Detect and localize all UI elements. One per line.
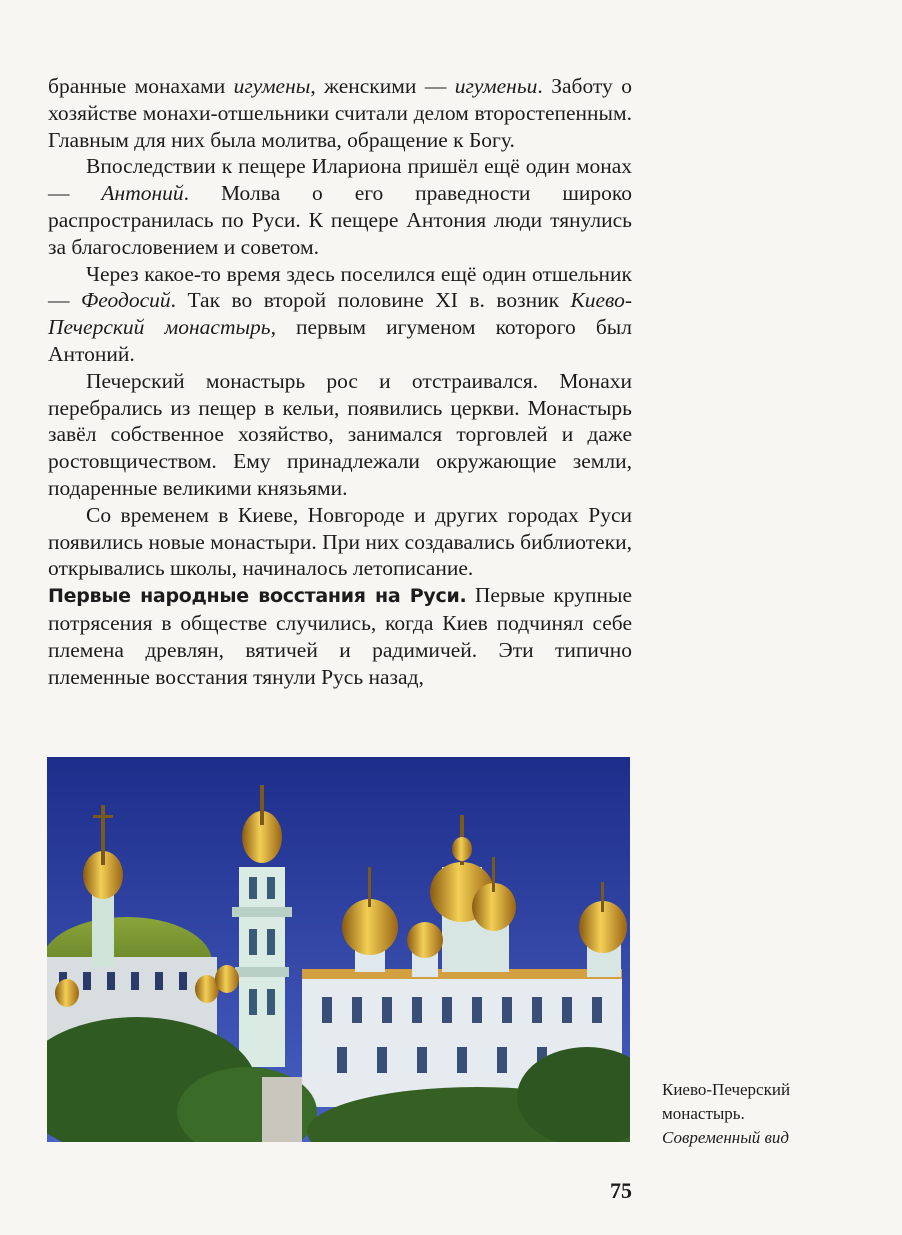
text-run: , первым игуменом которого был Антоний.	[48, 315, 632, 366]
caption-line-3: Современный вид	[662, 1128, 789, 1147]
paragraph-4: Печерский монастырь рос и отстраивался. Монахи перебрались из пещер в кельи, появились церкви. Монастырь завёл собственное хозяйство, занимался торговлей и даже ростовщичеством. Ему принадлежали окружающие земли, подаренные великими князьями.	[48, 368, 632, 500]
text-run: Через какое-то время здесь поселился ещё один отшельник —	[48, 261, 632, 313]
paragraph-6	[48, 582, 632, 690]
paragraph-5: Со временем в Киеве, Новгороде и других городах Руси появились новые монастыри. При них создавались библиотеки, открывались школы, начиналось летописание.	[48, 502, 632, 581]
term-antoniy: Антоний	[101, 181, 184, 206]
text-run: . Так во второй половине XI в. возник	[170, 288, 571, 313]
text-run: бранные монахами	[48, 74, 234, 98]
paragraph-3	[48, 261, 632, 368]
monastery-photo	[47, 757, 630, 1142]
text-run: Впоследствии к пещере Илариона пришёл ещё один монах —	[48, 154, 632, 206]
section-heading: Первые народные восстания на Руси.	[48, 585, 467, 608]
text-run: . Заботу о хозяйстве монахи-отшельники считали делом второстепенным. Главным для них была молитва, обращение к Богу.	[48, 74, 632, 152]
paragraph-1	[48, 73, 632, 153]
term-igumeny: игумены	[233, 74, 311, 98]
text-run: Первые крупные потрясения в обществе случились, когда Киев подчинял себе племена древлян, вятичей и радимичей. Эти типично племенные восстания тянули Русь назад,	[48, 583, 632, 689]
main-text	[48, 73, 632, 690]
text-run: , женскими —	[310, 74, 455, 98]
term-igumenyi: игуменьи	[454, 74, 538, 98]
page-number: 75	[610, 1178, 632, 1203]
text-run: . Молва о его праведности широко распространилась по Руси. К пещере Антония люди тянулись за благословением и советом.	[48, 181, 632, 259]
term-feodosiy: Феодосий	[80, 288, 171, 313]
caption-line-2: монастырь.	[662, 1104, 745, 1123]
caption-line-1: Киево-Печерский	[662, 1080, 791, 1099]
term-monastery: Киево-Печерский монастырь	[48, 288, 633, 340]
photo-caption	[662, 1078, 882, 1150]
paragraph-2	[48, 153, 632, 260]
